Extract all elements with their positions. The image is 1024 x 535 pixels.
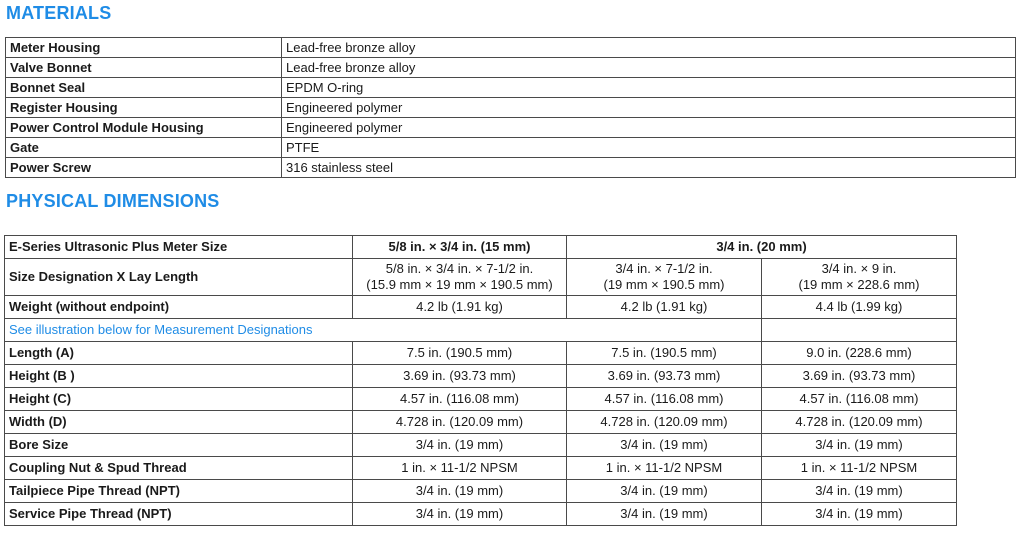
material-part: Gate xyxy=(6,138,282,158)
dimension-c: 9.0 in. (228.6 mm) xyxy=(762,342,957,365)
dimension-c: 4.57 in. (116.08 mm) xyxy=(762,388,957,411)
table-row xyxy=(5,480,957,503)
table-row xyxy=(5,342,957,365)
dimension-a: 3/4 in. (19 mm) xyxy=(353,434,567,457)
table-row xyxy=(6,158,1016,178)
materials-table xyxy=(5,37,1016,178)
material-value: 316 stainless steel xyxy=(282,158,1016,178)
dimension-b: 7.5 in. (190.5 mm) xyxy=(567,342,762,365)
dimension-label: Height (C) xyxy=(5,388,353,411)
designation-c-line1: 3/4 in. × 9 in. xyxy=(821,261,897,276)
material-value: PTFE xyxy=(282,138,1016,158)
dimension-label: Coupling Nut & Spud Thread xyxy=(5,457,353,480)
table-row xyxy=(5,434,957,457)
table-row xyxy=(5,296,957,319)
size-a-header: 5/8 in. × 3/4 in. (15 mm) xyxy=(353,236,567,259)
dimension-c: 3/4 in. (19 mm) xyxy=(762,434,957,457)
weight-c: 4.4 lb (1.99 kg) xyxy=(762,296,957,319)
dimension-c: 3/4 in. (19 mm) xyxy=(762,480,957,503)
material-value: Engineered polymer xyxy=(282,118,1016,138)
weight-label: Weight (without endpoint) xyxy=(5,296,353,319)
table-row xyxy=(6,118,1016,138)
table-row xyxy=(5,365,957,388)
table-row xyxy=(5,259,957,296)
dimension-label: Tailpiece Pipe Thread (NPT) xyxy=(5,480,353,503)
material-part: Bonnet Seal xyxy=(6,78,282,98)
material-value: Lead-free bronze alloy xyxy=(282,38,1016,58)
table-row xyxy=(5,503,957,526)
designation-c-line2: (19 mm × 228.6 mm) xyxy=(798,277,920,292)
table-header-row xyxy=(5,236,957,259)
designation-label: Size Designation X Lay Length xyxy=(5,259,353,296)
dimension-a: 3.69 in. (93.73 mm) xyxy=(353,365,567,388)
designation-a-line1: 5/8 in. × 3/4 in. × 7-1/2 in. xyxy=(385,261,534,276)
dimensions-table xyxy=(4,235,957,526)
dimension-b: 3.69 in. (93.73 mm) xyxy=(567,365,762,388)
designation-b-line1: 3/4 in. × 7-1/2 in. xyxy=(615,261,713,276)
dimension-label: Service Pipe Thread (NPT) xyxy=(5,503,353,526)
dimension-c: 4.728 in. (120.09 mm) xyxy=(762,411,957,434)
size-b-header: 3/4 in. (20 mm) xyxy=(567,236,957,259)
designation-b-line2: (19 mm × 190.5 mm) xyxy=(603,277,725,292)
weight-a: 4.2 lb (1.91 kg) xyxy=(353,296,567,319)
table-row xyxy=(5,411,957,434)
empty-cell xyxy=(762,319,957,342)
dimension-b: 4.57 in. (116.08 mm) xyxy=(567,388,762,411)
material-value: EPDM O-ring xyxy=(282,78,1016,98)
dimension-b: 3/4 in. (19 mm) xyxy=(567,480,762,503)
dimension-label: Width (D) xyxy=(5,411,353,434)
table-row xyxy=(6,38,1016,58)
materials-heading: MATERIALS xyxy=(6,3,112,23)
material-part: Register Housing xyxy=(6,98,282,118)
dimension-label: Bore Size xyxy=(5,434,353,457)
material-part: Meter Housing xyxy=(6,38,282,58)
dimension-label: Height (B ) xyxy=(5,365,353,388)
material-part: Power Control Module Housing xyxy=(6,118,282,138)
dimension-b: 1 in. × 11-1/2 NPSM xyxy=(567,457,762,480)
material-value: Lead-free bronze alloy xyxy=(282,58,1016,78)
dimension-b: 3/4 in. (19 mm) xyxy=(567,434,762,457)
material-part: Power Screw xyxy=(6,158,282,178)
table-row xyxy=(6,138,1016,158)
table-row xyxy=(5,457,957,480)
material-value: Engineered polymer xyxy=(282,98,1016,118)
dimension-a: 3/4 in. (19 mm) xyxy=(353,480,567,503)
meter-size-label: E-Series Ultrasonic Plus Meter Size xyxy=(5,236,353,259)
dimension-a: 3/4 in. (19 mm) xyxy=(353,503,567,526)
dimension-b: 3/4 in. (19 mm) xyxy=(567,503,762,526)
table-row xyxy=(5,388,957,411)
dimension-c: 3.69 in. (93.73 mm) xyxy=(762,365,957,388)
dimension-a: 7.5 in. (190.5 mm) xyxy=(353,342,567,365)
physical-dimensions-heading: PHYSICAL DIMENSIONS xyxy=(6,191,220,211)
dimension-label: Length (A) xyxy=(5,342,353,365)
table-row xyxy=(6,58,1016,78)
designation-a xyxy=(353,259,567,296)
table-row xyxy=(6,98,1016,118)
designation-a-line2: (15.9 mm × 19 mm × 190.5 mm) xyxy=(366,277,553,292)
designation-c xyxy=(762,259,957,296)
dimension-a: 4.728 in. (120.09 mm) xyxy=(353,411,567,434)
material-part: Valve Bonnet xyxy=(6,58,282,78)
weight-b: 4.2 lb (1.91 kg) xyxy=(567,296,762,319)
dimension-c: 1 in. × 11-1/2 NPSM xyxy=(762,457,957,480)
dimension-b: 4.728 in. (120.09 mm) xyxy=(567,411,762,434)
dimension-a: 4.57 in. (116.08 mm) xyxy=(353,388,567,411)
table-row xyxy=(6,78,1016,98)
dimension-c: 3/4 in. (19 mm) xyxy=(762,503,957,526)
table-row xyxy=(5,319,957,342)
dimension-a: 1 in. × 11-1/2 NPSM xyxy=(353,457,567,480)
illustration-link[interactable]: See illustration below for Measurement Designations xyxy=(5,319,762,342)
designation-b xyxy=(567,259,762,296)
